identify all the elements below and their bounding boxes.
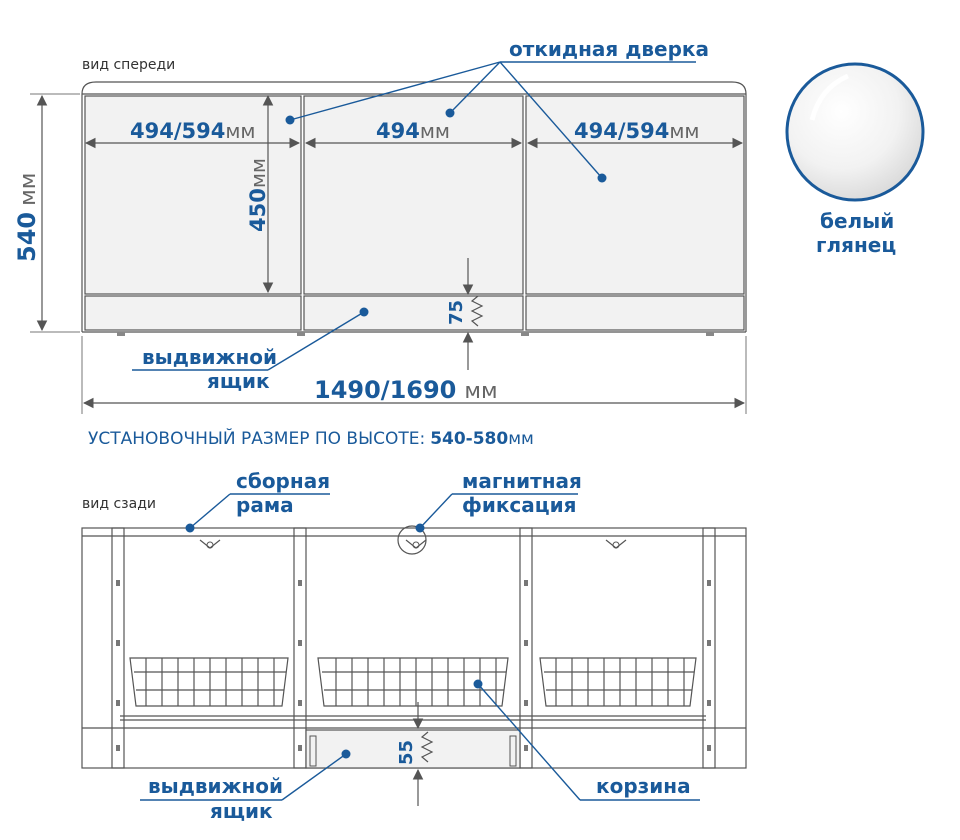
basket-left <box>130 658 288 706</box>
width-mid-value: 494 <box>376 119 420 143</box>
finish-swatch <box>787 64 923 257</box>
front-drawer-label-2: ящик <box>207 369 270 393</box>
svg-text:1490/1690мм <box>314 376 498 404</box>
svg-text:494/594мм <box>130 119 256 143</box>
front-drawer <box>304 296 523 330</box>
frame-label-1: сборная <box>236 469 331 493</box>
bottom-panel-left <box>85 296 301 330</box>
finish-label-2: глянец <box>816 233 897 257</box>
svg-text:494/594мм <box>574 119 700 143</box>
frame-label-2: рама <box>236 493 294 517</box>
install-height-prefix: УСТАНОВОЧНЫЙ РАЗМЕР ПО ВЫСОТЕ: <box>88 429 426 449</box>
finish-label-1: белый <box>820 209 895 233</box>
install-height-value: 540-580 <box>430 429 509 449</box>
drawer-height-value: 75 <box>446 299 467 325</box>
magnet-label-1: магнитная <box>462 469 582 493</box>
basket-label: корзина <box>596 774 691 798</box>
total-height-dimension <box>13 94 80 332</box>
rear-drawer-label-1: выдвижной <box>148 774 284 798</box>
install-height-unit: мм <box>508 429 534 449</box>
width-right-unit: мм <box>669 119 700 143</box>
total-height-value: 540 <box>13 211 41 262</box>
svg-text:540мм <box>13 173 41 262</box>
install-height-text <box>88 427 534 449</box>
rear-view-title: вид сзади <box>82 496 156 512</box>
svg-text:450мм <box>246 158 270 232</box>
magnet-callout <box>416 469 582 533</box>
rear-frame <box>82 526 746 768</box>
width-mid-unit: мм <box>419 119 451 143</box>
door-height-unit: мм <box>246 157 270 189</box>
total-width-value: 1490/1690 <box>314 376 457 404</box>
basket-right <box>540 658 696 706</box>
door-label: откидная дверка <box>509 37 709 61</box>
gloss-sample <box>787 64 923 200</box>
total-width-unit: мм <box>464 379 498 404</box>
bottom-panel-right <box>526 296 744 330</box>
width-right-value: 494/594 <box>574 119 670 143</box>
total-height-unit: мм <box>16 172 41 206</box>
width-left-unit: мм <box>225 119 256 143</box>
rear-drawer-height-value: 55 <box>396 739 417 765</box>
rear-drawer-label-2: ящик <box>210 799 273 823</box>
magnet-label-2: фиксация <box>462 493 577 517</box>
front-drawer-label-1: выдвижной <box>142 345 278 369</box>
svg-text:494мм <box>376 119 450 143</box>
width-dimensions <box>86 119 742 143</box>
front-view-title: вид спереди <box>82 57 176 73</box>
door-height-value: 450 <box>246 188 270 232</box>
width-left-value: 494/594 <box>130 119 226 143</box>
frame-callout <box>186 469 331 533</box>
